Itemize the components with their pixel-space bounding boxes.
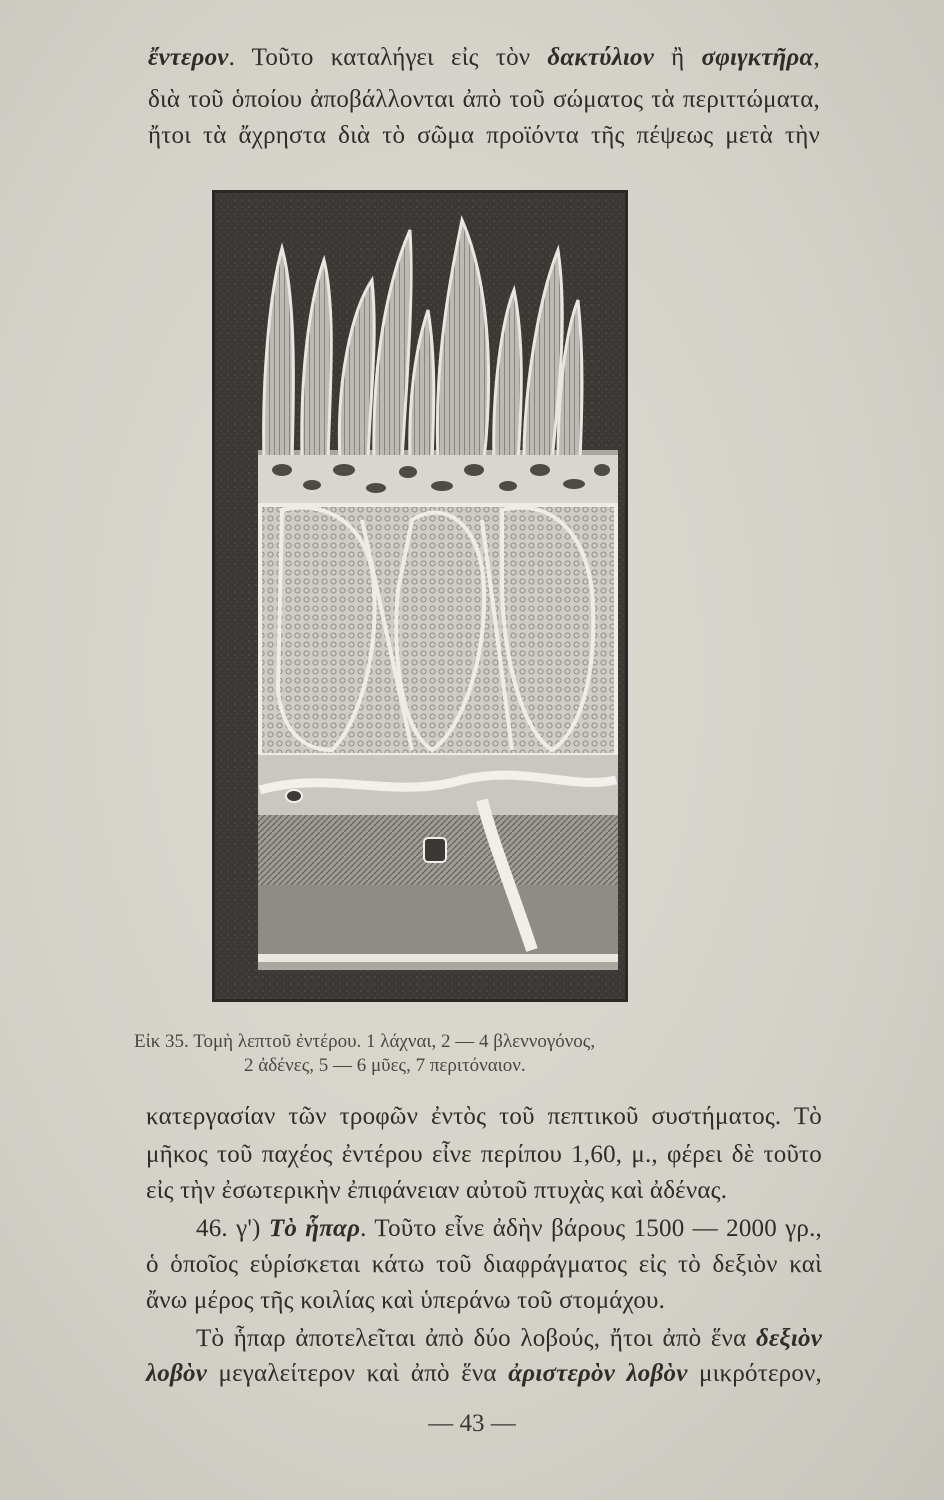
text-span: . Τοῦτο καταλήγει εἰς τὸν bbox=[228, 44, 548, 71]
text-span: μικρότερον, bbox=[687, 1360, 822, 1387]
text-span: 46. γ') bbox=[196, 1215, 269, 1242]
bottom-text-line bbox=[146, 1139, 822, 1171]
text-span: διὰ τοῦ ὁποίου ἀποβάλλονται ἀπὸ τοῦ σώματος τὰ περιττώματα, bbox=[148, 86, 820, 113]
text-span: . Τοῦτο εἶνε ἀδὴν βάρους 1500 — 2000 γρ., bbox=[360, 1215, 822, 1242]
text-span: ἀριστερὸν λοβὸν bbox=[508, 1360, 688, 1387]
bottom-text-line bbox=[146, 1285, 666, 1317]
bottom-text-line bbox=[196, 1213, 822, 1245]
bottom-text-line bbox=[196, 1323, 822, 1355]
bottom-text-line bbox=[146, 1358, 822, 1390]
top-text-line bbox=[148, 42, 820, 74]
text-span: λοβὸν bbox=[146, 1360, 207, 1387]
page-number: — 43 — bbox=[428, 1410, 516, 1437]
intestine-section-figure bbox=[212, 190, 628, 1002]
bottom-text-line bbox=[146, 1175, 728, 1207]
submucosa-band bbox=[258, 755, 618, 815]
text-span: εἰς τὴν ἐσωτερικὴν ἐπιφάνειαν αὐτοῦ πτυχὰς καὶ ἀδένας. bbox=[146, 1177, 728, 1204]
glands-group bbox=[260, 505, 616, 755]
text-span: μῆκος τοῦ παχέος ἐντέρου εἶνε περίπου 1,60, μ., φέρει δὲ τοῦτο bbox=[146, 1141, 822, 1168]
reticular-band bbox=[258, 455, 618, 505]
text-span: ἤτοι τὰ ἄχρηστα διὰ τὸ σῶμα προϊόντα τῆς πέψεως μετὰ τὴν bbox=[148, 122, 820, 149]
top-text-line bbox=[148, 84, 820, 116]
text-span: ὁ ὁποῖος εὑρίσκεται κάτω τοῦ διαφράγματος εἰς τὸ δεξιὸν καὶ bbox=[146, 1251, 822, 1278]
bottom-text-line bbox=[146, 1249, 822, 1281]
text-span: μεγαλείτερον καὶ ἀπὸ ἕνα bbox=[207, 1360, 509, 1387]
text-span: , bbox=[813, 44, 820, 71]
text-span: κατεργασίαν τῶν τροφῶν ἐντὸς τοῦ πεπτικοῦ συστήματος. Τὸ bbox=[146, 1103, 822, 1130]
figure-caption-line2: 2 ἀδένες, 5 — 6 μῦες, 7 περιτόναιον. bbox=[244, 1055, 526, 1076]
figure-caption-line1: Εἰκ 35. Τομὴ λεπτοῦ ἐντέρου. 1 λάχναι, 2 — 4 βλεννογόνος, bbox=[134, 1031, 596, 1052]
text-span: ἄνω μέρος τῆς κοιλίας καὶ ὑπεράνω τοῦ στομάχου. bbox=[146, 1287, 666, 1314]
text-span: Τὸ ἧπαρ bbox=[268, 1215, 361, 1242]
bottom-text-line bbox=[146, 1101, 822, 1133]
top-text-line bbox=[148, 120, 820, 152]
text-span: ἢ bbox=[654, 44, 702, 71]
peritoneum-layer bbox=[258, 954, 618, 962]
text-span: δακτύλιον bbox=[547, 44, 655, 71]
muscle-layers bbox=[258, 800, 618, 955]
text-span: ἔντερον bbox=[148, 44, 229, 71]
text-span: δεξιὸν bbox=[755, 1325, 822, 1352]
text-span: Τὸ ἧπαρ ἀποτελεῖται ἀπὸ δύο λοβούς, ἤτοι ἀπὸ ἕνα bbox=[196, 1325, 756, 1352]
text-span: σφιγκτῆρα bbox=[701, 44, 814, 71]
